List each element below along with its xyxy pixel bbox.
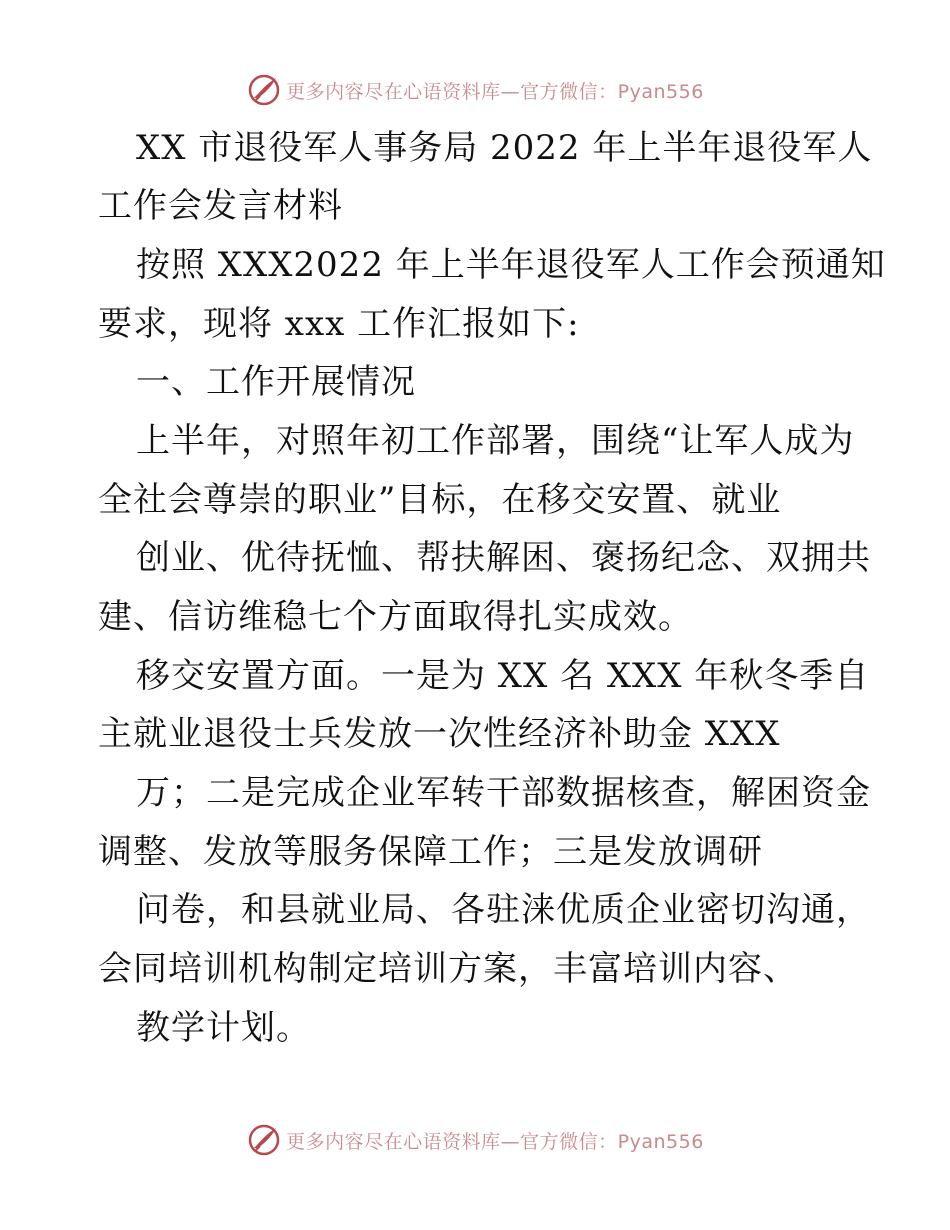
paragraph-line: 上半年，对照年初工作部署，围绕“让军人成为 [136,421,855,461]
footer-banner-text: 更多内容尽在心语资料库—官方微信：Pyan556 [286,1130,704,1153]
paragraph-line: 会同培训机构制定培训方案，丰富培训内容、 [98,949,798,989]
footer-banner [0,1120,950,1160]
paragraph-line: 按照 XXX2022 年上半年退役军人工作会预通知 [136,245,886,285]
paragraph-line: 万；二是完成企业军转干部数据核查，解困资金 [136,773,871,813]
title-line-1: XX 市退役军人事务局 2022 年上半年退役军人 [136,128,873,168]
paragraph-line: 移交安置方面。一是为 XX 名 XXX 年秋冬季自 [136,656,870,696]
header-banner-text: 更多内容尽在心语资料库—官方微信：Pyan556 [286,80,704,103]
section-heading: 一、工作开展情况 [136,362,416,402]
paragraph-line: 创业、优待抚恤、帮扶解困、褒扬纪念、双拥共 [136,538,871,578]
header-banner [0,70,950,110]
paragraph-line: 教学计划。 [136,1008,311,1048]
paragraph-line: 调整、发放等服务保障工作；三是发放调研 [98,832,763,872]
paragraph-line: 问卷，和县就业局、各驻涞优质企业密切沟通， [136,890,871,930]
paragraph-line: 主就业退役士兵发放一次性经济补助金 XXX [98,714,781,754]
paragraph-line: 建、信访维稳七个方面取得扎实成效。 [98,597,693,637]
title-line-2: 工作会发言材料 [98,186,343,226]
paragraph-line: 全社会尊崇的职业”目标，在移交安置、就业 [98,480,782,520]
paragraph-line: 要求，现将 xxx 工作汇报如下: [98,304,580,344]
quill-pen-logo-icon [246,72,282,108]
quill-pen-logo-icon [246,1122,282,1158]
